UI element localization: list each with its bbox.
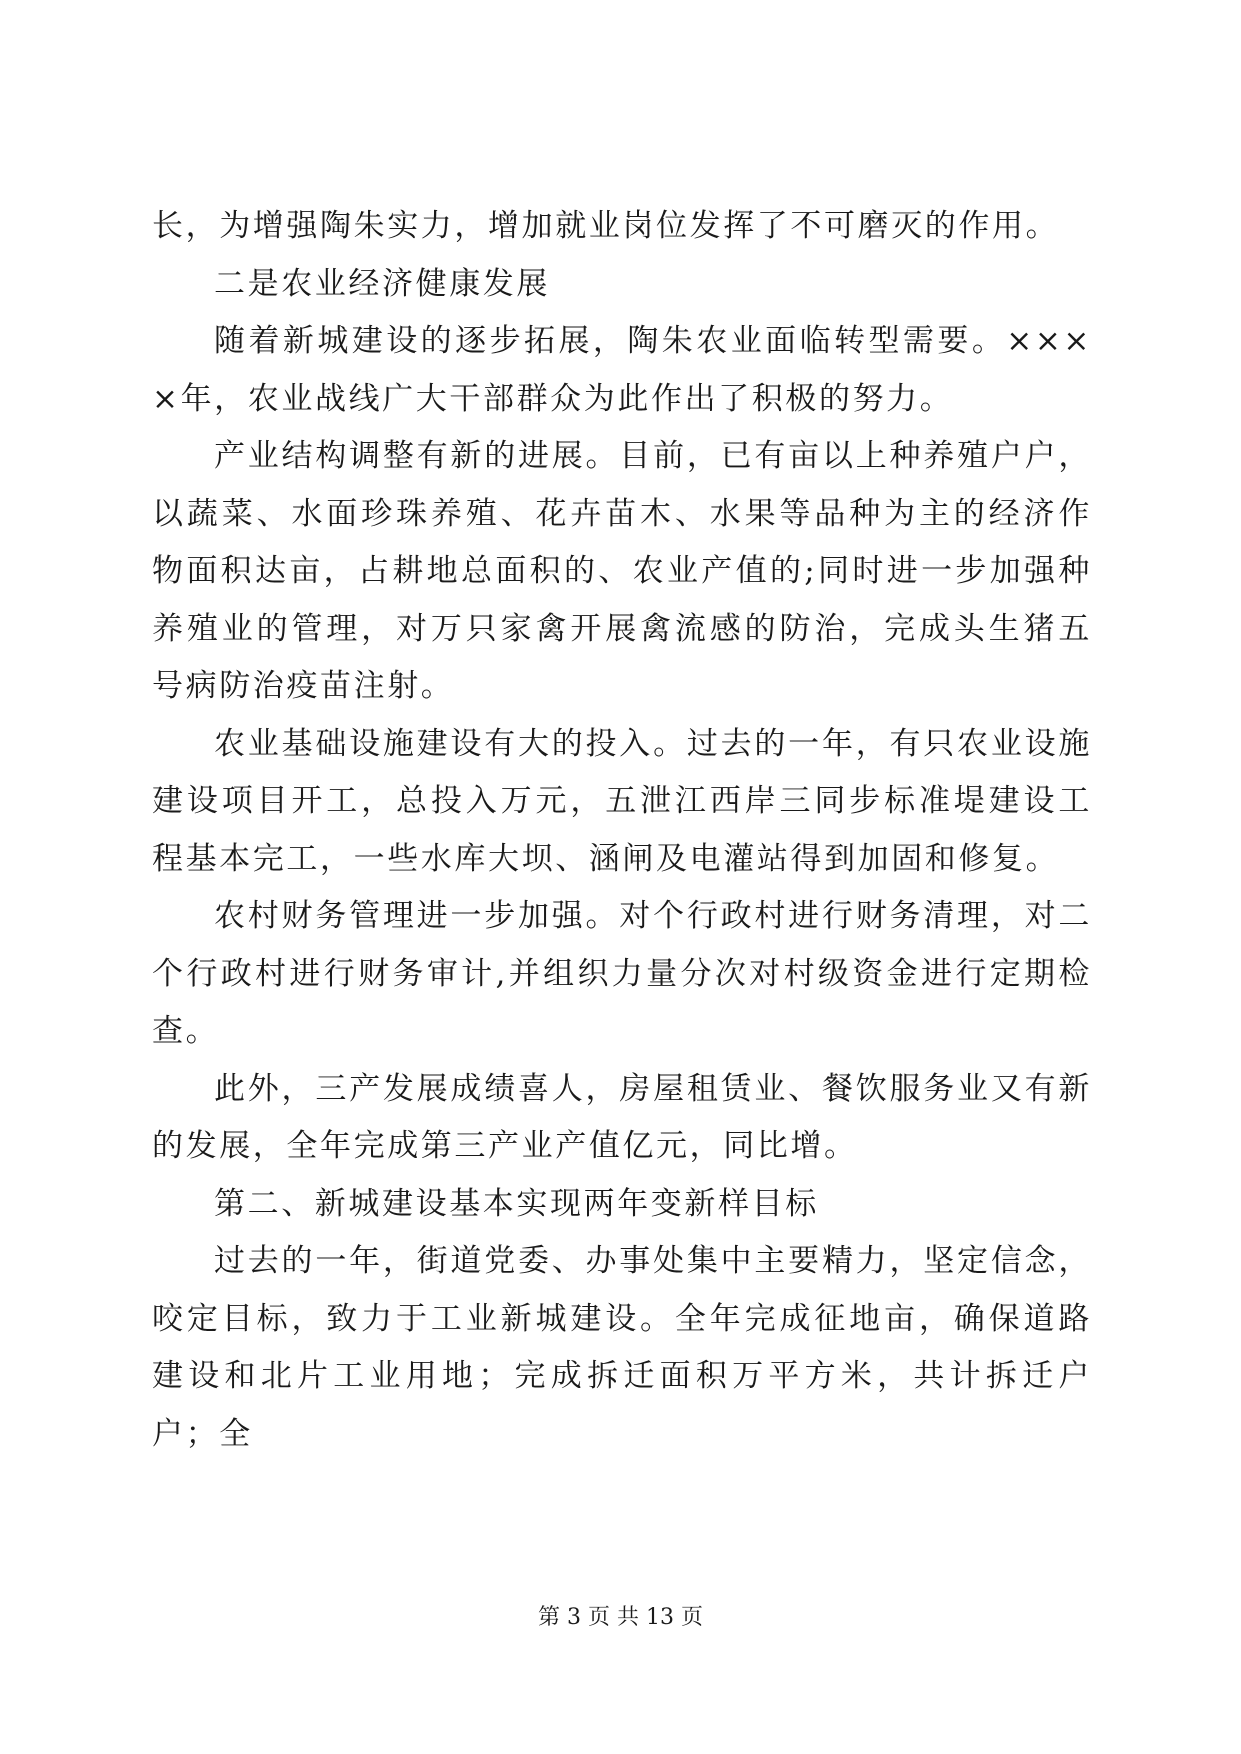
paragraph-2-heading: 二是农业经济健康发展 — [214, 265, 550, 302]
paragraph-4: 产业结构调整有新的进展。目前，已有亩以上种养殖户户，以蔬菜、水面珍珠养殖、花卉苗木、水果等品种为主的经济作物面积达亩，占耕地总面积的、农业产值的;同时进一步加强种养殖业的管理，对万只家禽开展禽流感的防治，完成头生猪五号病防治疫苗注射。 — [152, 438, 1092, 704]
paragraph-7: 此外，三产发展成绩喜人，房屋租赁业、餐饮服务业又有新的发展，全年完成第三产业产值亿元，同比增。 — [152, 1070, 1092, 1164]
paragraph-3: 随着新城建设的逐步拓展，陶朱农业面临转型需要。××××年，农业战线广大干部群众为此作出了积极的努力。 — [152, 323, 1092, 417]
document-body — [152, 198, 1092, 1463]
paragraph-8-heading: 第二、新城建设基本实现两年变新样目标 — [214, 1185, 819, 1222]
paragraph-6: 农村财务管理进一步加强。对个行政村进行财务清理，对二个行政村进行财务审计,并组织力量分次对村级资金进行定期检查。 — [152, 898, 1092, 1049]
page-number-footer: 第 3 页 共 13 页 — [538, 1605, 703, 1630]
paragraph-9: 过去的一年，街道党委、办事处集中主要精力，坚定信念，咬定目标，致力于工业新城建设。全年完成征地亩，确保道路建设和北片工业用地；完成拆迁面积万平方米，共计拆迁户户；全 — [152, 1243, 1092, 1452]
paragraph-5: 农业基础设施建设有大的投入。过去的一年，有只农业设施建设项目开工，总投入万元，五泄江西岸三同步标准堤建设工程基本完工，一些水库大坝、涵闸及电灌站得到加固和修复。 — [152, 725, 1092, 877]
paragraph-1: 长，为增强陶朱实力，增加就业岗位发挥了不可磨灭的作用。 — [152, 208, 1060, 244]
